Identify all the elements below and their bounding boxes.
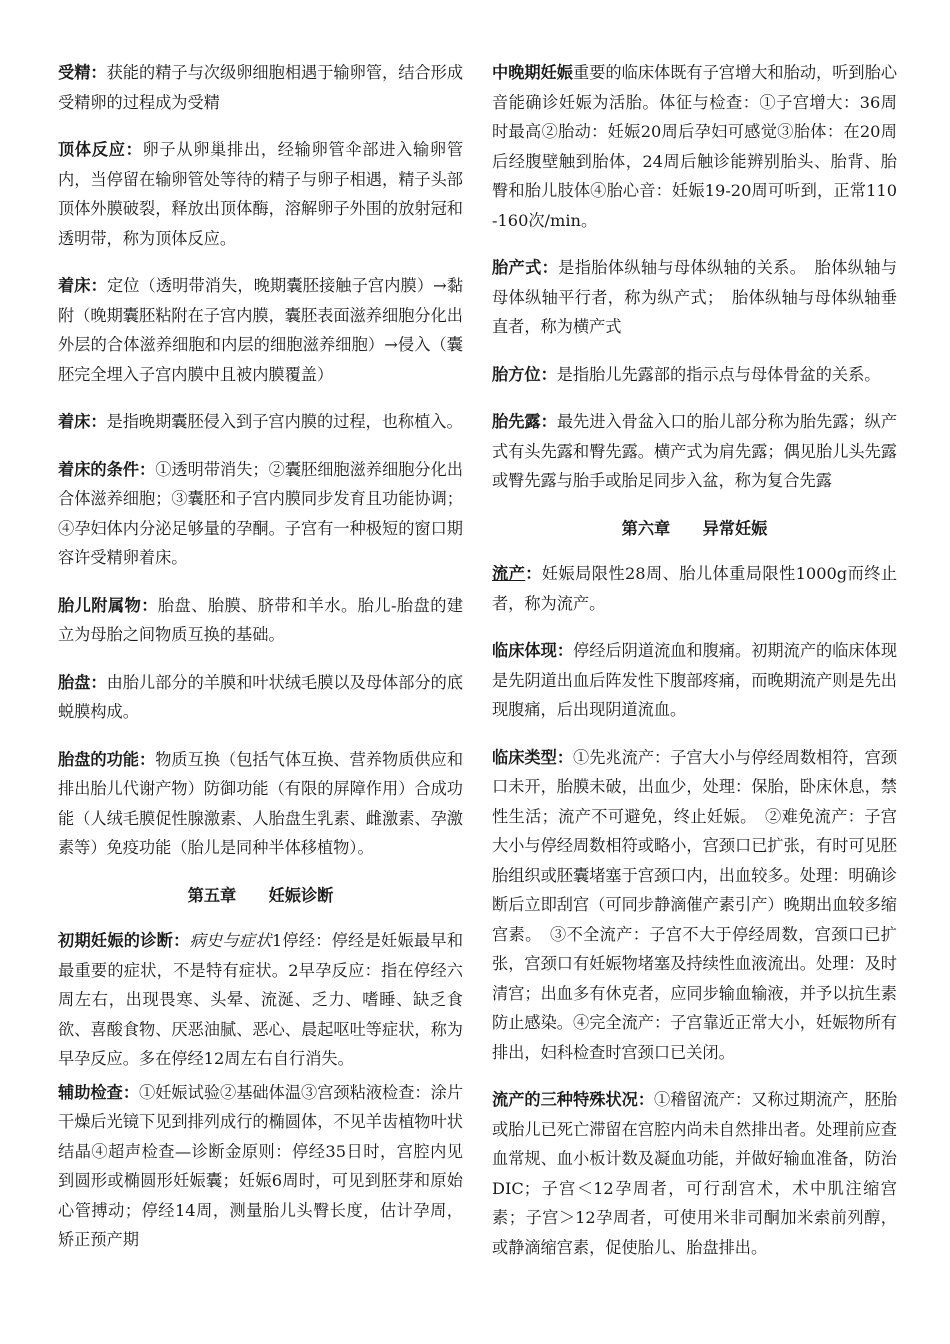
term-sep: ：: [90, 276, 107, 295]
para-text: 是指胎体纵轴与母体纵轴的关系。 胎体纵轴与母体纵轴平行者，称为纵产式； 胎体纵轴与母体纵轴垂直者，称为横产式: [492, 258, 898, 336]
term: 辅助检查: [58, 1082, 123, 1102]
para-text: 由胎儿部分的羊膜和叶状绒毛膜以及母体部分的底蜕膜构成。: [58, 672, 464, 721]
para-abortion: [492, 559, 897, 618]
para-text: 是指胎儿先露部的指示点与母体骨盆的关系。: [556, 364, 881, 384]
term-sep: ：: [139, 749, 156, 769]
term-sep: ：: [637, 1090, 655, 1109]
term-sep: ：: [90, 672, 107, 692]
term: 胎方位: [492, 364, 541, 384]
para-implantation-stages: [58, 271, 463, 389]
para-fetal-presentation: [492, 407, 897, 496]
para-placenta-functions: [58, 745, 463, 863]
term: 流产: [492, 564, 526, 583]
term: 胎先露: [492, 412, 541, 431]
para-clinical-manifestation: [492, 636, 897, 725]
para-text: 获能的精子与次级卵细胞相遇于输卵管，结合形成受精卵的过程成为受精: [58, 63, 464, 112]
term-sep: ：: [556, 747, 574, 767]
para-text: 定位（透明带消失，晚期囊胚接触子宫内膜）→黏附（晚期囊胚粘附在子宫内膜，囊胚表面滋养细胞分化出外层的合体滋养细胞和内层的细胞滋养细胞）→侵入（囊胚完全埋入子宫内膜中且被内膜覆盖）: [58, 276, 464, 384]
term-sep: ：: [556, 641, 574, 660]
para-text: 最先进入骨盆入口的胎儿部分称为胎先露；纵产式有头先露和臀先露。横产式为肩先露；偶见胎儿头先露或臀先露与胎手或胎足同步入盆，称为复合先露: [492, 412, 898, 490]
para-implantation-definition: [58, 407, 463, 437]
para-text: 停经后阴道流血和腹痛。初期流产的临床体现是先阴道出血后阵发性下腹部疼痛，而晚期流产则是先出现腹痛，后出现阴道流血。: [492, 641, 898, 719]
para-acrosome-reaction: [58, 135, 463, 253]
para-fertilization: [58, 58, 463, 117]
term-sep: ：: [122, 1082, 140, 1102]
term-sep: ：: [541, 258, 559, 277]
term-sep: ：: [139, 459, 156, 479]
para-placenta: [58, 668, 463, 727]
para-text: 1停经：停经是妊娠最早和最重要的症状，不是特有症状。2早孕反应：指在停经六周左右，出现畏寒、头晕、流涎、乏力、嗜睡、缺乏食欲、喜酸食物、厌恶油腻、恶心、晨起呕吐等症状，称为早孕反应。多在停经12周左右自行消失。: [58, 931, 464, 1068]
para-text: 是指晚期囊胚侵入到子宫内膜的过程，也称植入。: [106, 412, 463, 431]
term: 顶体反应: [58, 140, 126, 159]
term: 着床: [58, 412, 91, 431]
para-text: ①先兆流产：子宫大小与停经周数相符，宫颈口未开，胎膜未破，出血少，处理：保胎，卧床休息，禁性生活；流产不可避免，终止妊娠。 ②难免流产：子宫大小与停经周数相符或略小，宫颈口已扩张，有时可见胚胎组织或胚囊堵塞于宫颈口内，出血较多。处理：明确诊断后立即刮宫（可同步静滴催产素引产）晚期出血较多缩宫素。 ③不全流产：子宫不大于停经周数，宫颈口已扩张，宫颈口有妊娠物堵塞及持续性血液流出。处理：及时清宫；出血多有休克者，应同步输血输液，并予以抗生素防止感染。④完全流产：子宫靠近正常大小，妊娠物所有排出，妇科检查时宫颈口已关闭。: [492, 747, 898, 1062]
left-column: [58, 58, 463, 1273]
term: 初期妊娠的诊断: [58, 931, 174, 950]
term-sep: ：: [90, 63, 107, 82]
para-text: ①透明带消失；②囊胚细胞滋养细胞分化出合体滋养细胞；③囊胚和子宫内膜同步发育且功能协调；④孕妇体内分泌足够量的孕酮。子宫有一种极短的窗口期容许受精卵着床。: [58, 459, 464, 567]
para-fetal-appendages: [58, 591, 463, 650]
term: 着床的条件: [58, 459, 140, 479]
term-sep: ：: [540, 364, 557, 384]
term-sep: ：: [125, 140, 143, 159]
term: 着床: [58, 276, 91, 295]
para-fetal-lie: [492, 253, 897, 342]
term-sep: ：: [173, 931, 190, 950]
para-text: 重要的临床体既有子宫增大和胎动，听到胎心音能确诊妊娠为活胎。体征与检查：①子宫增大：36周时最高②胎动：妊娠20周后孕妇可感觉③胎体：在20周后经腹壁触到胎体，24周后触诊能辨别胎头、胎背、胎臀和胎儿肢体④胎心音：妊娠19-20周可听到，正常110-160次/min。: [492, 63, 898, 230]
term-sep: ：: [525, 564, 542, 583]
term-sep: ：: [90, 412, 107, 431]
para-text: 物质互换（包括气体互换、营养物质供应和排出胎儿代谢产物）防御功能（有限的屏障作用）合成功能（人绒毛膜促性腺激素、人胎盘生乳素、雌激素、孕激素等）免疫功能（胎儿是同种半体移植物）。: [58, 749, 464, 857]
para-special-abortions: [492, 1085, 897, 1262]
para-text: 妊娠局限性28周、胎儿体重局限性1000g而终止者，称为流产。: [492, 564, 898, 613]
para-mid-late-pregnancy: [492, 58, 897, 235]
term: 胎产式: [492, 258, 542, 277]
term: 胎儿附属物: [58, 595, 142, 615]
para-text: ①稽留流产：又称过期流产，胚胎或胎儿已死亡滞留在宫腔内尚未自然排出者。处理前应查血常规、血小板计数及凝血功能，并做好输血准备，防治DIC；子宫＜12孕周者，可行刮宫术，术中肌注缩宫素；子宫＞12孕周者，可使用米非司酮加米索前列醇，或静滴缩宫素，促使胎儿、胎盘排出。: [492, 1090, 898, 1257]
para-text: 胎盘、胎膜、脐带和羊水。胎儿-胎盘的建立为母胎之间物质互换的基础。: [58, 595, 464, 644]
term: 胎盘: [58, 672, 91, 692]
term: 胎盘的功能: [58, 749, 140, 769]
para-text: 卵子从卵巢排出，经输卵管伞部进入输卵管内，当停留在输卵管处等待的精子与卵子相遇，精子头部顶体外膜破裂，释放出顶体酶，溶解卵子外围的放射冠和透明带，称为顶体反应。: [58, 140, 464, 248]
para-implantation-conditions: [58, 455, 463, 573]
term-sep: ：: [141, 595, 158, 615]
term: 中晚期妊娠: [492, 63, 574, 82]
term-sep: ：: [540, 412, 557, 431]
term: 流产的三种特殊状况: [492, 1090, 638, 1109]
para-clinical-types: [492, 743, 897, 1068]
right-column: [492, 58, 897, 1280]
para-auxiliary-exams: [58, 1078, 463, 1255]
chapter-heading-6: 第六章 异常妊娠: [621, 518, 768, 538]
para-text: ①妊娠试验②基础体温③宫颈粘液检查：涂片干燥后光镜下见到排列成行的椭圆体，不见羊齿植物叶状结晶④超声检查—诊断金原则：停经35日时，宫腔内见到圆形或椭圆形妊娠囊；妊娠6周时，可见到胚芽和原始心管搏动；停经14周，测量胎儿头臀长度，估计孕周，矫正预产期: [58, 1082, 464, 1249]
term: 临床类型: [492, 747, 557, 767]
para-early-pregnancy: [58, 926, 463, 1074]
term: 受精: [58, 63, 91, 82]
chapter-heading-5: 第五章 妊娠诊断: [187, 885, 334, 905]
term: 临床体现: [492, 641, 557, 660]
italic-subheading: 病史与症状: [189, 931, 272, 950]
para-fetal-position: [492, 360, 897, 390]
